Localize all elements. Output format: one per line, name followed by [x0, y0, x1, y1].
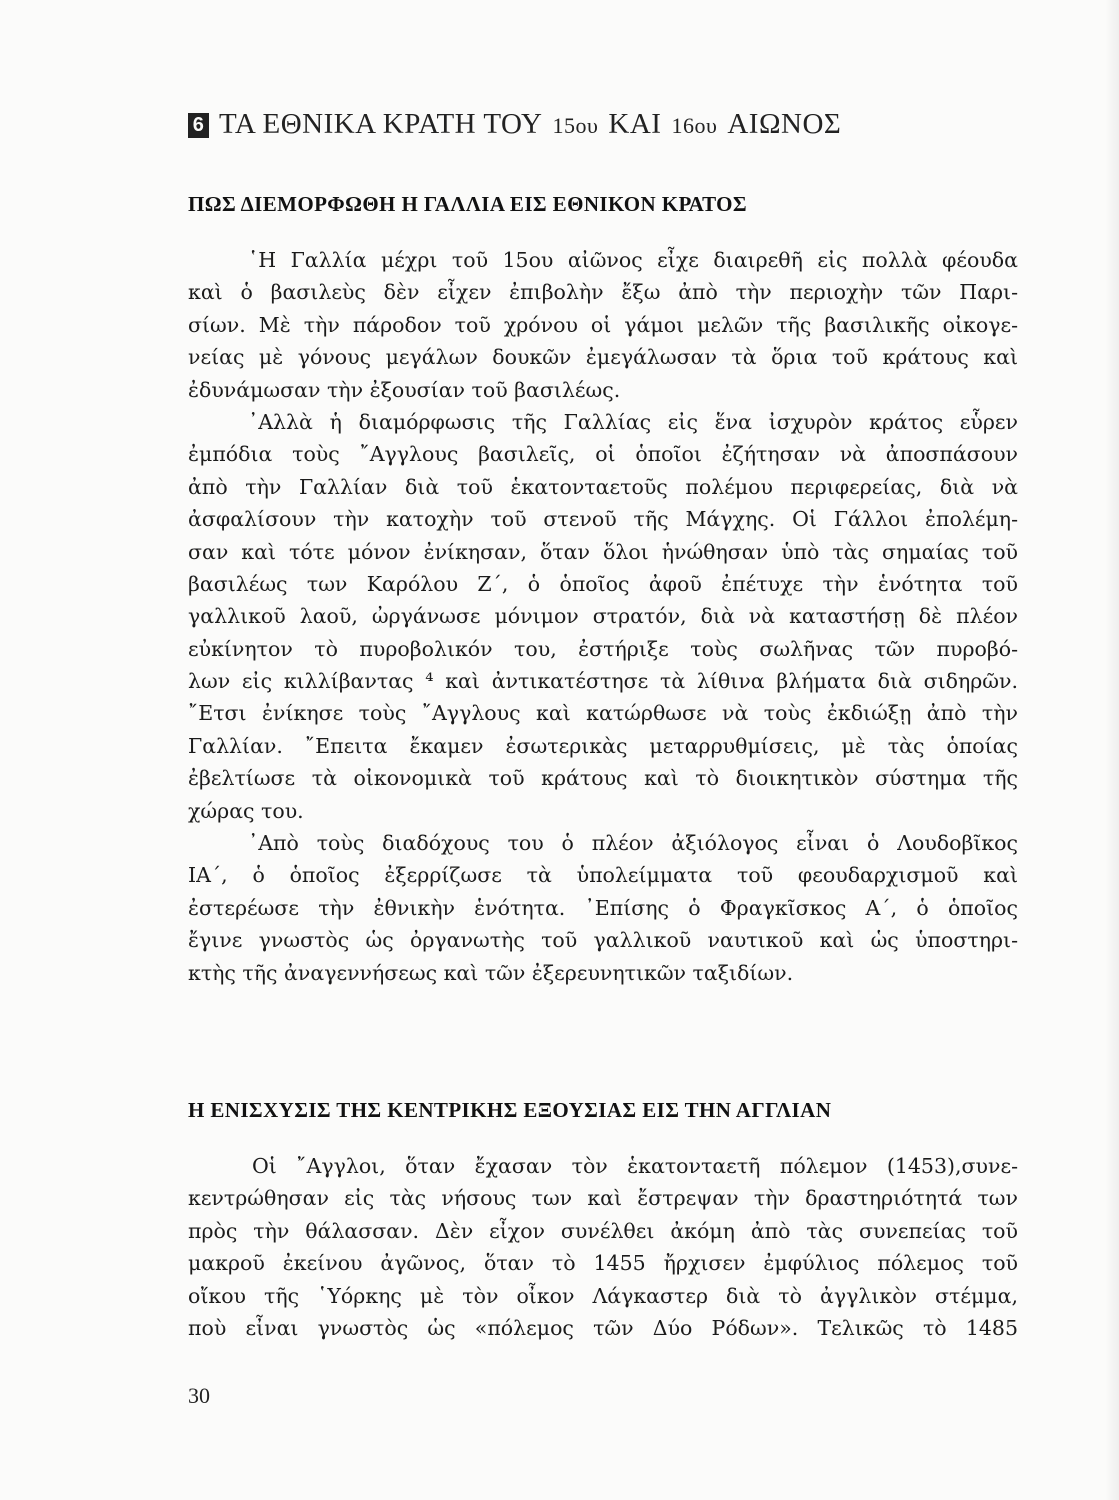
page-number: 30: [188, 1383, 210, 1408]
text-line: ᾿Αλλὰ ἡ διαμόρφωσις τῆς Γαλλίας εἰς ἕνα ἰσχυρὸν κράτος εὗρεν: [248, 409, 1018, 434]
chapter-number-badge: 6: [188, 113, 209, 138]
text-line: γαλλικοῦ λαοῦ, ὠργάνωσε μόνιμον στρατόν, διὰ νὰ καταστήσῃ δὲ πλέον: [188, 604, 1018, 629]
text-line: ῾Η Γαλλία μέχρι τοῦ 15ου αἰῶνος εἶχε διαιρεθῆ εἰς πολλὰ φέουδα: [248, 248, 1018, 272]
text-line: ῎Ετσι ἐνίκησε τοὺς ῎Αγγλους καὶ κατώρθωσε νὰ τοὺς ἐκδιώξῃ ἀπὸ τὴν: [188, 701, 1018, 726]
text-line: εὐκίνητον τὸ πυροβολικόν του, ἐστήριξε τοὺς σωλῆνας τῶν πυροβό-: [188, 636, 1018, 661]
text-line: Οἱ ῎Αγγλοι, ὅταν ἔχασαν τὸν ἑκατονταετῆ πόλεμον (1453),συνε-: [252, 1154, 1018, 1178]
text-line: σίων. Μὲ τὴν πάροδον τοῦ χρόνου οἱ γάμοι μελῶν τῆς βασιλικῆς οἰκογε-: [188, 312, 1018, 337]
text-line: Γαλλίαν. ῎Επειτα ἔκαμεν ἐσωτερικὰς μεταρρυθμίσεις, μὲ τὰς ὁποίας: [188, 733, 1018, 758]
text-line: ἐστερέωσε τὴν ἐθνικὴν ἑνότητα. ᾿Επίσης ὁ Φραγκῖσκος Α΄, ὁ ὁποῖος: [188, 895, 1018, 920]
chapter-title-connector: ΚΑΙ: [608, 108, 662, 140]
text-line: ποὺ εἶναι γνωστὸς ὡς «πόλεμος τῶν Δύο Ρόδων». Τελικῶς τὸ 1485: [188, 1315, 1018, 1340]
text-line: χώρας του.: [188, 798, 304, 823]
section-body-france: [188, 244, 1018, 989]
text-line: λων εἰς κιλλίβαντας ⁴ καὶ ἀντικατέστησε τὰ λίθινα βλήματα διὰ σιδηρῶν.: [188, 669, 1018, 694]
text-line: σαν καὶ τότε μόνον ἐνίκησαν, ὅταν ὅλοι ἡνώθησαν ὑπὸ τὰς σημαίας τοῦ: [188, 539, 1018, 564]
chapter-title: [188, 108, 1018, 141]
section-body-england: [188, 1150, 1018, 1344]
text-line: καὶ ὁ βασιλεὺς δὲν εἶχεν ἐπιβολὴν ἔξω ἀπὸ τὴν περιοχὴν τῶν Παρι-: [188, 280, 1018, 305]
text-line: κεντρώθησαν εἰς τὰς νήσους των καὶ ἔστρεψαν τὴν δραστηριότητά των: [188, 1186, 1018, 1211]
section-heading-england: Η ΕΝΙΣΧΥΣΙΣ ΤΗΣ ΚΕΝΤΡΙΚΗΣ ΕΞΟΥΣΙΑΣ ΕΙΣ ΤΗΝ ΑΓΓΛΙΑΝ: [188, 1098, 832, 1122]
text-line: ἐβελτίωσε τὰ οἰκονομικὰ τοῦ κράτους καὶ τὸ διοικητικὸν σύστημα τῆς: [188, 766, 1018, 791]
chapter-title-end: ΑΙΩΝΟΣ: [727, 108, 842, 140]
text-line: βασιλέως των Καρόλου Ζ΄, ὁ ὁποῖος ἀφοῦ ἐπέτυχε τὴν ἑνότητα τοῦ: [188, 571, 1018, 596]
text-line: ΙΑ΄, ὁ ὁποῖος ἐξερρίζωσε τὰ ὑπολείμματα τοῦ φεουδαρχισμοῦ καὶ: [188, 863, 1018, 888]
page-edge-shadow: [1105, 0, 1119, 1500]
text-line: ἔγινε γνωστὸς ὡς ὀργανωτὴς τοῦ γαλλικοῦ ναυτικοῦ καὶ ὡς ὑποστηρι-: [188, 928, 1018, 953]
text-line: ἀπὸ τὴν Γαλλίαν διὰ τοῦ ἑκατονταετοῦς πολέμου περιφερείας, διὰ νὰ: [188, 474, 1018, 499]
text-line: κτὴς τῆς ἀναγεννήσεως καὶ τῶν ἐξερευνητικῶν ταξιδίων.: [188, 960, 794, 985]
chapter-title-main: ΤΑ ΕΘΝΙΚΑ ΚΡΑΤΗ ΤΟΥ: [219, 108, 543, 140]
text-line: οἴκου τῆς ῾Υόρκης μὲ τὸν οἶκον Λάγκαστερ διὰ τὸ ἀγγλικὸν στέμμα,: [188, 1283, 1018, 1308]
chapter-century-1: 15ου: [552, 113, 599, 138]
text-line: ἀσφαλίσουν τὴν κατοχὴν τοῦ στενοῦ τῆς Μάγχης. Οἱ Γάλλοι ἐπολέμη-: [188, 507, 1018, 532]
text-line: μακροῦ ἐκείνου ἀγῶνος, ὅταν τὸ 1455 ἤρχισεν ἐμφύλιος πόλεμος τοῦ: [188, 1251, 1018, 1276]
text-line: ᾿Απὸ τοὺς διαδόχους του ὁ πλέον ἀξιόλογος εἶναι ὁ Λουδοβῖκος: [248, 831, 1018, 856]
text-line: νείας μὲ γόνους μεγάλων δουκῶν ἐμεγάλωσαν τὰ ὅρια τοῦ κράτους καὶ: [188, 345, 1018, 370]
text-line: πρὸς τὴν θάλασσαν. Δὲν εἶχον συνέλθει ἀκόμη ἀπὸ τὰς συνεπείας τοῦ: [188, 1218, 1018, 1243]
text-line: ἐδυνάμωσαν τὴν ἐξουσίαν τοῦ βασιλέως.: [188, 377, 621, 402]
text-line: ἐμπόδια τοὺς ῎Αγγλους βασιλεῖς, οἱ ὁποῖοι ἐζήτησαν νὰ ἀποσπάσουν: [188, 442, 1018, 467]
section-heading-france: ΠΩΣ ΔΙΕΜΟΡΦΩΘΗ Η ΓΑΛΛΙΑ ΕΙΣ ΕΘΝΙΚΟΝ ΚΡΑΤΟΣ: [188, 192, 748, 216]
chapter-century-2: 16ου: [671, 113, 718, 138]
